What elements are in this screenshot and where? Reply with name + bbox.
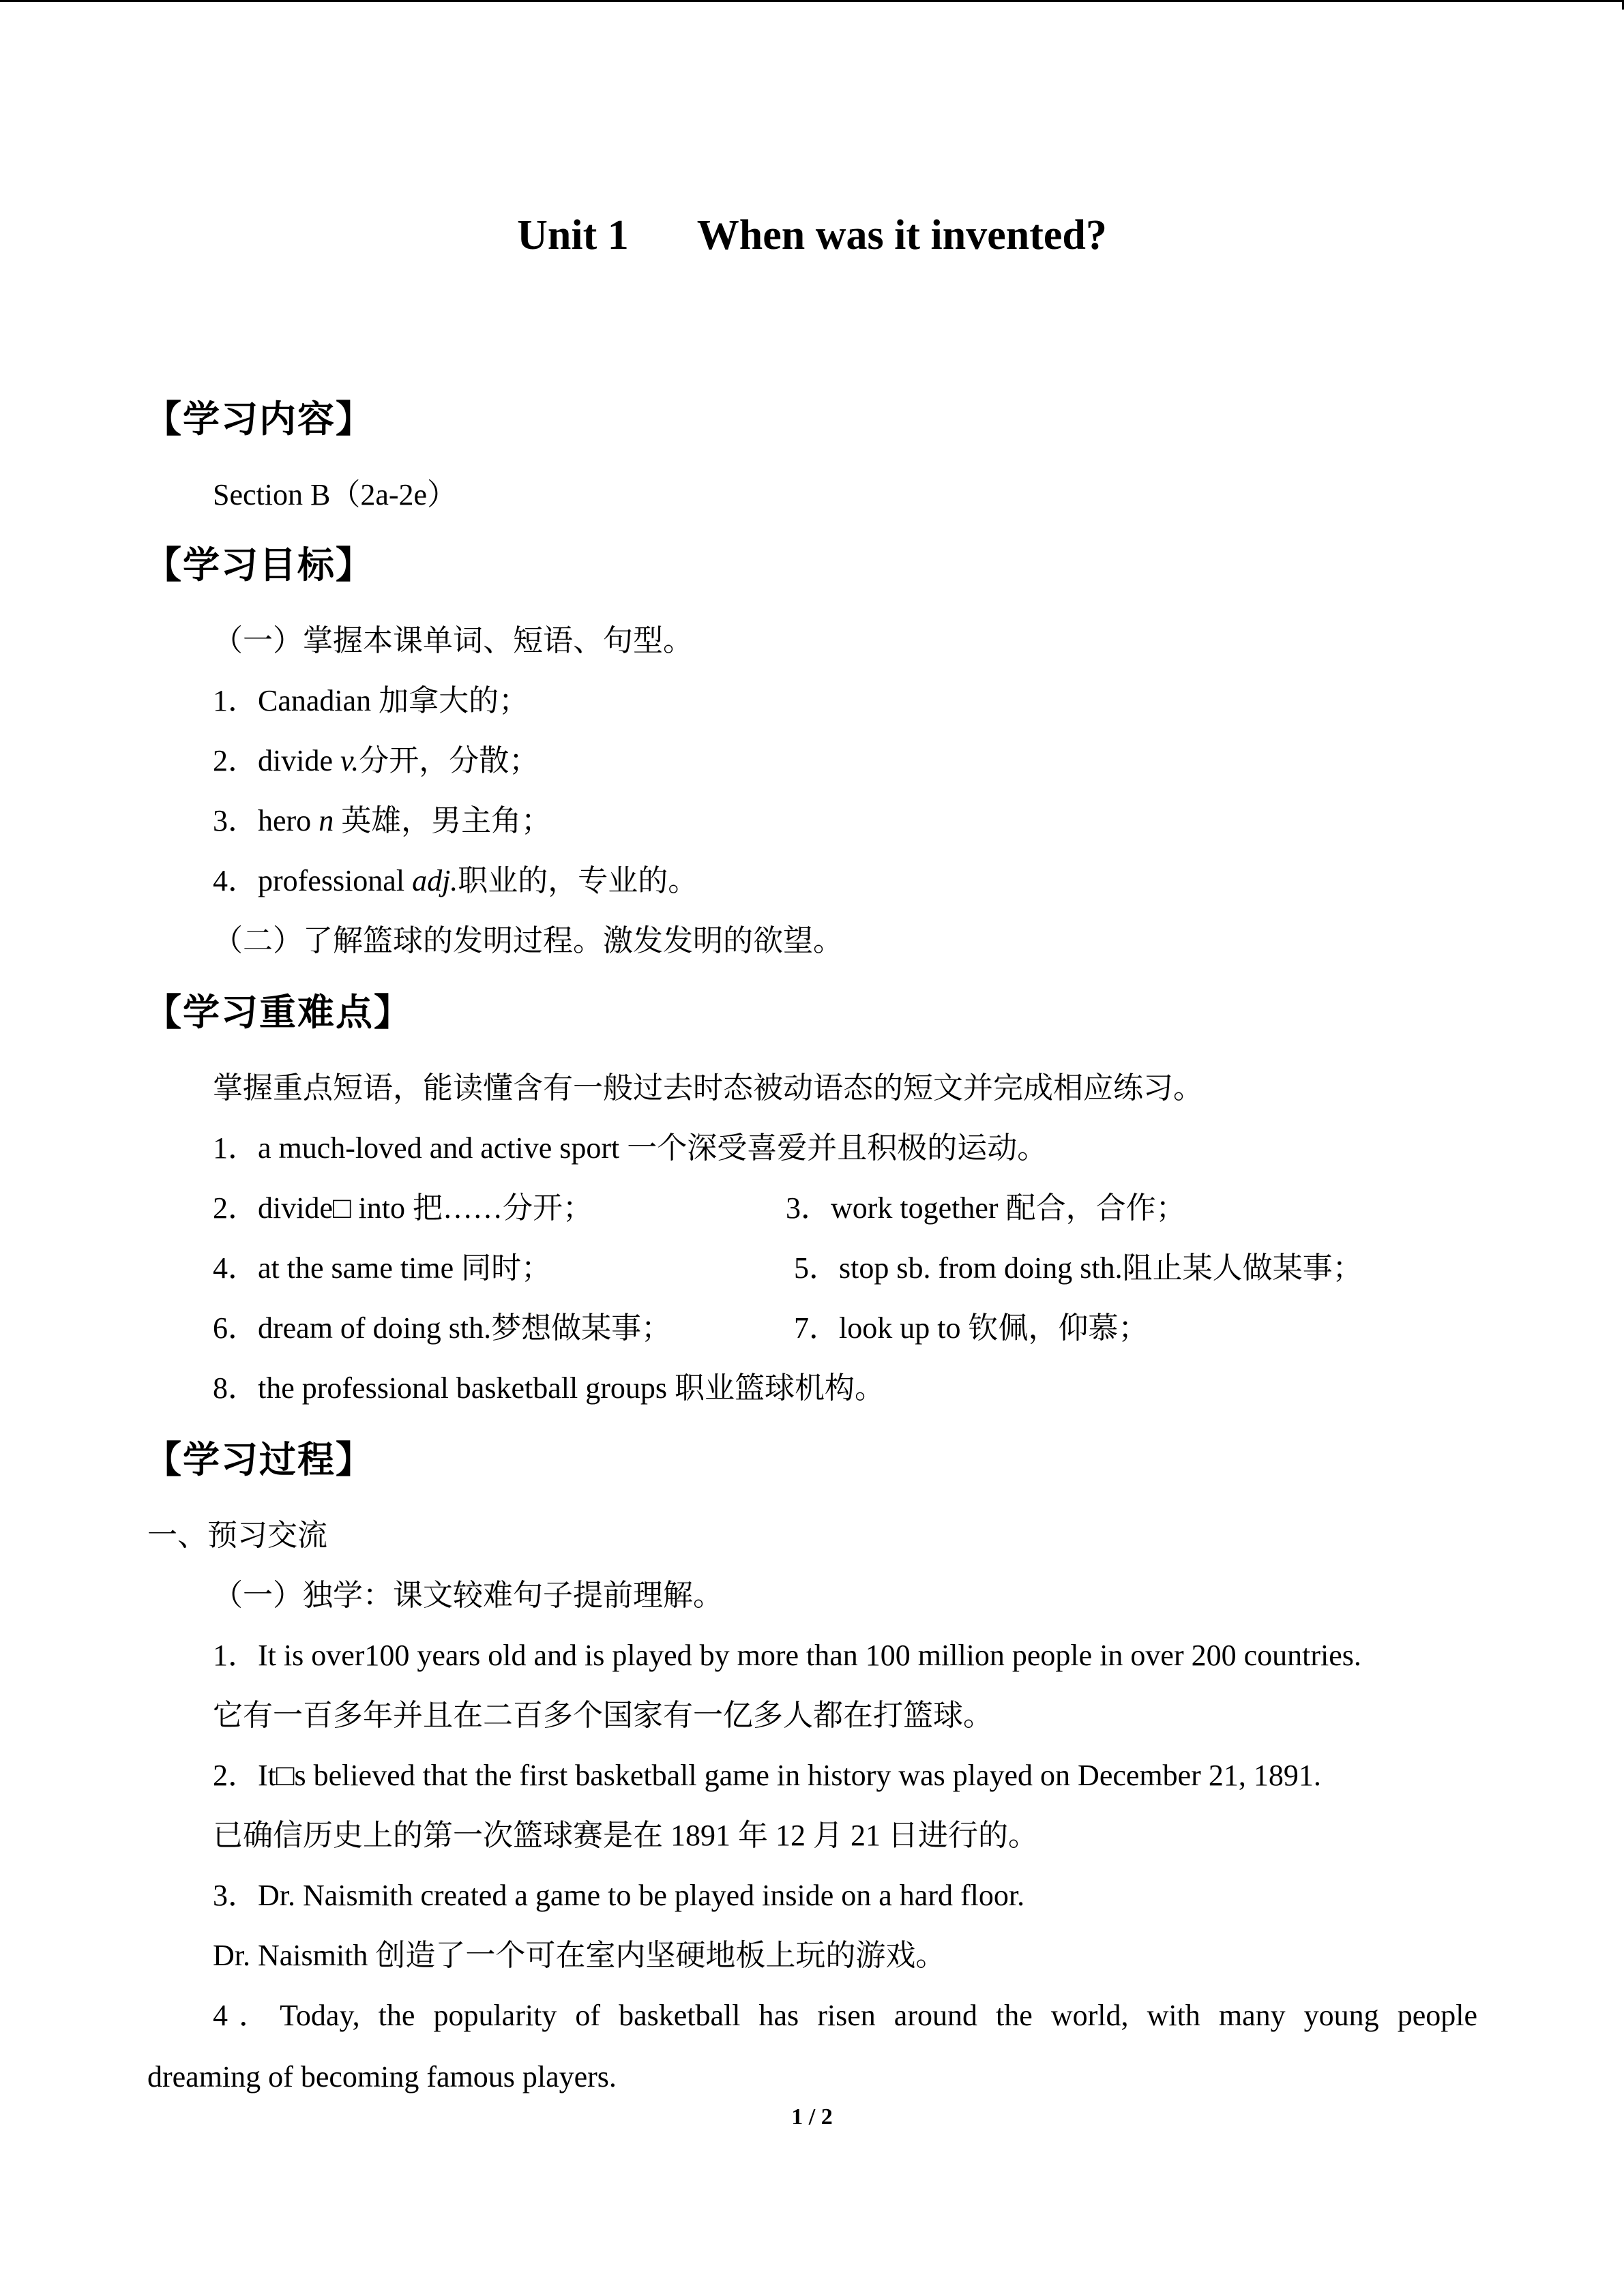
goal-item-3: 3．hero n 英雄，男主角； bbox=[213, 804, 552, 837]
preview-title: 一、预习交流 bbox=[147, 1519, 327, 1552]
key-phrase-2: 2．divide□ into 把……分开； bbox=[213, 1191, 593, 1225]
sentence-3-en: 3．Dr. Naismith created a game to be played inside on a hard floor. bbox=[213, 1879, 1025, 1912]
sentence-3-cn: Dr. Naismith 创造了一个可在室内坚硬地板上玩的游戏。 bbox=[213, 1939, 946, 1972]
goal-item-1: 1．Canadian 加拿大的； bbox=[213, 684, 529, 717]
title-question: When was it invented? bbox=[696, 212, 1107, 258]
goal-item-4: 4．professional adj.职业的，专业的。 bbox=[213, 864, 698, 897]
sentence-4-en-line2: dreaming of becoming famous players. bbox=[147, 2060, 617, 2093]
page-number: 1 / 2 bbox=[791, 2104, 833, 2130]
sentence-2-cn: 已确信历史上的第一次篮球赛是在 1891 年 12 月 21 日进行的。 bbox=[213, 1819, 1038, 1852]
sentence-2-en: 2．It□s believed that the first basketball game in history was played on December 21, 1891. bbox=[213, 1759, 1321, 1792]
heading-process: 【学习过程】 bbox=[145, 1438, 374, 1481]
key-phrase-5: 5．stop sb. from doing sth.阻止某人做某事； bbox=[794, 1251, 1363, 1285]
title-unit: Unit 1 bbox=[517, 212, 629, 258]
page-title bbox=[0, 211, 1624, 260]
key-phrase-1: 1．a much-loved and active sport 一个深受喜爱并且积极的运动。 bbox=[213, 1131, 1048, 1165]
sentence-4-en-line1: 4．Today, the popularity of basketball has risen around the world, with many young people bbox=[213, 1999, 1477, 2032]
sentence-1-en: 1．It is over100 years old and is played by more than 100 million people in over 200 countries. bbox=[213, 1639, 1361, 1672]
key-intro: 掌握重点短语，能读懂含有一般过去时态被动语态的短文并完成相应练习。 bbox=[213, 1071, 1203, 1105]
key-phrase-6: 6．dream of doing sth.梦想做某事； bbox=[213, 1311, 672, 1345]
preview-subtitle: （一）独学：课文较难句子提前理解。 bbox=[213, 1579, 723, 1612]
goal-item-2: 2．divide v.分开，分散； bbox=[213, 744, 540, 777]
sentence-1-cn: 它有一百多年并且在二百多个国家有一亿多人都在打篮球。 bbox=[213, 1699, 993, 1732]
key-phrase-8: 8．the professional basketball groups 职业篮球机构。 bbox=[213, 1371, 885, 1405]
key-phrase-7: 7．look up to 钦佩，仰慕； bbox=[794, 1311, 1149, 1345]
goals-intro: （一）掌握本课单词、短语、句型。 bbox=[213, 624, 693, 657]
heading-content: 【学习内容】 bbox=[145, 398, 374, 441]
goals-two: （二）了解篮球的发明过程。激发发明的欲望。 bbox=[213, 924, 843, 957]
heading-key-points: 【学习重难点】 bbox=[145, 991, 412, 1034]
heading-goals: 【学习目标】 bbox=[145, 543, 374, 586]
content-text: Section B（2a-2e） bbox=[213, 478, 458, 511]
key-phrase-3: 3．work together 配合，合作； bbox=[786, 1191, 1186, 1225]
key-phrase-4: 4．at the same time 同时； bbox=[213, 1251, 552, 1285]
